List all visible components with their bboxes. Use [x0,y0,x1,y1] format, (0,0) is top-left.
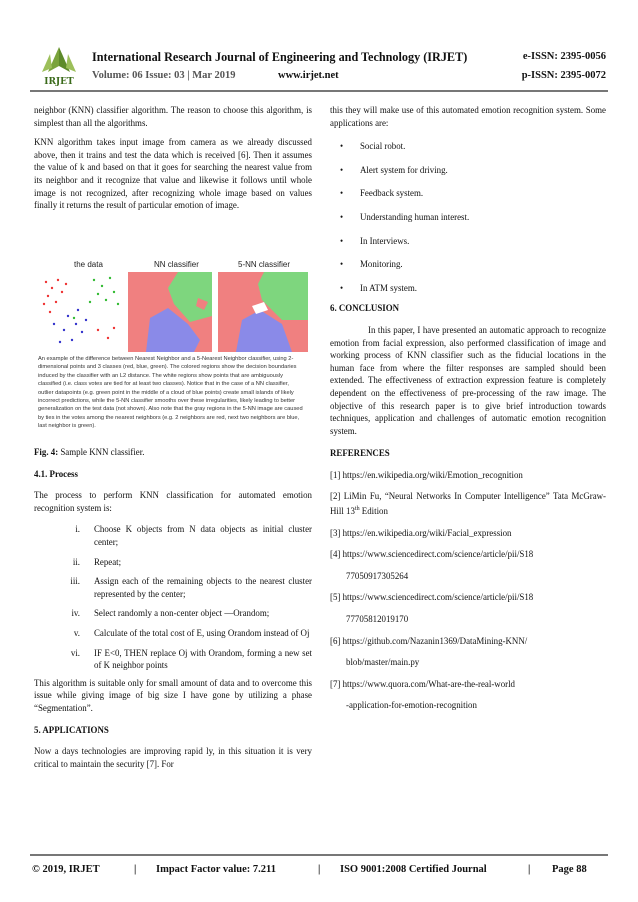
list-item [330,211,606,224]
section-heading: 5. APPLICATIONS [34,724,109,735]
list-item-text: Alert system for driving. [360,164,448,175]
reference-item: [1] https://en.wikipedia.org/wiki/Emotion_recognition [330,469,523,480]
list-item-text: In Interviews. [360,235,410,246]
list-item [330,282,606,295]
reference-item [330,490,606,517]
footer-rule [30,854,608,856]
list-item [330,187,606,200]
step-item [34,647,312,672]
copyright: © 2019, IRJET [32,864,100,875]
reference-text: [2] LiMin Fu, “Neural Networks In Computer Intelligence” Tata McGraw-Hill 13 [330,491,606,517]
caption-label: Fig. 4: [34,447,59,457]
step-number: i. [75,524,80,535]
step-text: Choose K objects from N data objects as initial cluster center; [94,524,312,547]
figure-description: An example of the difference between Nearest Neighbor and a 5-Nearest Neighbor classifier, using 2-dimensional points and 3 classes (red, blue, green). The colored regions show the decision boundaries induced by the classifier with an L2 distance. The white regions show points that are ambiguously classified (i.e. class votes are tied for at least two classes). Notice that in the case of a NN classifier, outlier datapoints (e.g. green point in the middle of a cloud of blue points) create small islands of likely incorrect predictions, while the 5-NN classifier smooths over these irregularities, likely leading to better generalization on the test data (not shown). Also note that the gray regions in the 5-NN image are caused by ties in the votes among the nearest neighbors (e.g. 2 neighbors are red, next two neighbors are blue, last neighbor is green). [38,356,303,430]
reference-sup: th [354,506,360,513]
reference-item-cont: -application-for-emotion-recognition [346,700,477,711]
figure-title-data: the data [74,260,103,269]
references-list [330,469,606,712]
paragraph: neighbor (KNN) classifier algorithm. The reason to choose this algorithm, is simplest than all the algorithms. [34,105,312,128]
steps-list [34,523,312,671]
figure-title-5nn: 5-NN classifier [238,260,291,269]
step-number: vi. [70,647,80,658]
list-item [330,258,606,271]
step-number: v. [73,627,80,638]
list-item [330,140,606,153]
reference-item-cont: blob/master/main.py [346,657,420,668]
e-issn: e-ISSN: 2395-0056 [522,51,606,62]
logo-text: IRJET [44,77,74,87]
section-heading: 6. CONCLUSION [330,303,400,314]
step-text: IF E<0, THEN replace Oj with Orandom, forming a new set of K neighbor points [94,647,312,671]
list-item [330,164,606,177]
bullet-icon: • [340,188,344,199]
reference-item-cont: 77705812019170 [346,614,409,624]
volume-issue: Volume: 06 Issue: 03 | Mar 2019 [92,70,236,81]
list-item [330,235,606,248]
reference-item: [5] https://www.sciencedirect.com/science/article/pii/S18 [330,592,534,603]
paragraph: this they will make use of this automated emotion recognition system. Some applications are: [330,105,606,128]
journal-website: www.irjet.net [278,70,339,81]
reference-item-cont: 77050917305264 [346,570,409,581]
paragraph: This algorithm is suitable only for small amount of data and to overcome this issue while giving image of big size I have gone by utilizing a phase “Segmentation”. [34,677,312,713]
irjet-logo [36,44,82,88]
reference-text: Edition [359,506,388,517]
step-number: ii. [72,556,80,567]
left-column-lower [34,446,312,770]
bullet-icon: • [340,141,344,152]
figure-title-nn: NN classifier [154,260,199,269]
step-text: Select randomly a non-center object —Orandom; [94,608,270,619]
left-column [34,104,312,212]
reference-item: [6] https://github.com/Nazanin1369/DataMining-KNN/ [330,635,528,646]
bullet-icon: • [340,235,344,246]
paragraph: In this paper, I have presented an automatic approach to recognize emotion from facial expression, also performed classification of image and working process of KNN classifier such as the fiducial locations in the human face from where the filter responses are sampled should been extended. The effectiveness of extraction expression feature is completely dependent on the effectiveness of pre-processing of the raw image. The objective of this research paper is to give brief introduction towards techniques, application and challenges of automatic emotion recognition system. [330,324,606,436]
reference-item: [4] https://www.sciencedirect.com/science/article/pii/S18 [330,549,534,560]
page-number: Page 88 [552,864,587,875]
figure-caption [34,446,312,459]
journal-title: International Research Journal of Engineering and Technology (IRJET) [92,50,468,64]
knn-figure [38,258,308,354]
bullet-icon: • [340,282,344,293]
step-number: iv. [71,608,80,619]
applications-list [330,140,606,294]
reference-item: [3] https://en.wikipedia.org/wiki/Facial_expression [330,527,512,538]
step-text: Repeat; [94,556,122,567]
impact-factor: Impact Factor value: 7.211 [156,864,276,875]
iso-certification: ISO 9001:2008 Certified Journal [340,864,487,875]
section-heading: REFERENCES [330,448,390,459]
footer-separator: | [134,864,137,875]
list-item-text: Monitoring. [360,259,403,270]
list-item-text: In ATM system. [360,282,417,293]
step-item [34,607,312,620]
list-item-text: Understanding human interest. [360,211,470,222]
p-issn: p-ISSN: 2395-0072 [521,70,606,81]
bullet-icon: • [340,259,344,270]
right-column [330,104,606,712]
bullet-icon: • [340,164,344,175]
reference-item: [7] https://www.quora.com/What-are-the-real-world [330,678,515,689]
step-item [34,575,312,600]
paragraph: Now a days technologies are improving rapid ly, in this situation it is very critical to maintain the security [7]. For [34,746,312,769]
step-text: Calculate of the total cost of E, using Orandom instead of Oj [94,627,310,638]
caption-text: Sample KNN classifier. [58,447,145,457]
section-heading: 4.1. Process [34,468,78,479]
step-text: Assign each of the remaining objects to the nearest cluster represented by the center; [94,576,312,599]
list-item-text: Social robot. [360,141,406,152]
footer-separator: | [318,864,321,875]
list-item-text: Feedback system. [360,188,424,199]
paragraph: KNN algorithm takes input image from camera as we already discussed above, then it trains and test the data which is received [6]. Then it assumes the value of k and based on that it goes for searching the nearest value from its neighbor and it recognize that value and likewise it follows until whole image is not recognized, after recognizing whole image based on values finally it returns the result of particular emotion of image. [34,137,312,211]
footer-separator: | [528,864,531,875]
header-rule [30,90,608,92]
step-item [34,627,312,640]
step-item [34,556,312,569]
step-item [34,523,312,548]
paragraph: The process to perform KNN classification for automated emotion recognition system is: [34,490,312,513]
step-number: iii. [70,576,80,587]
bullet-icon: • [340,211,344,222]
